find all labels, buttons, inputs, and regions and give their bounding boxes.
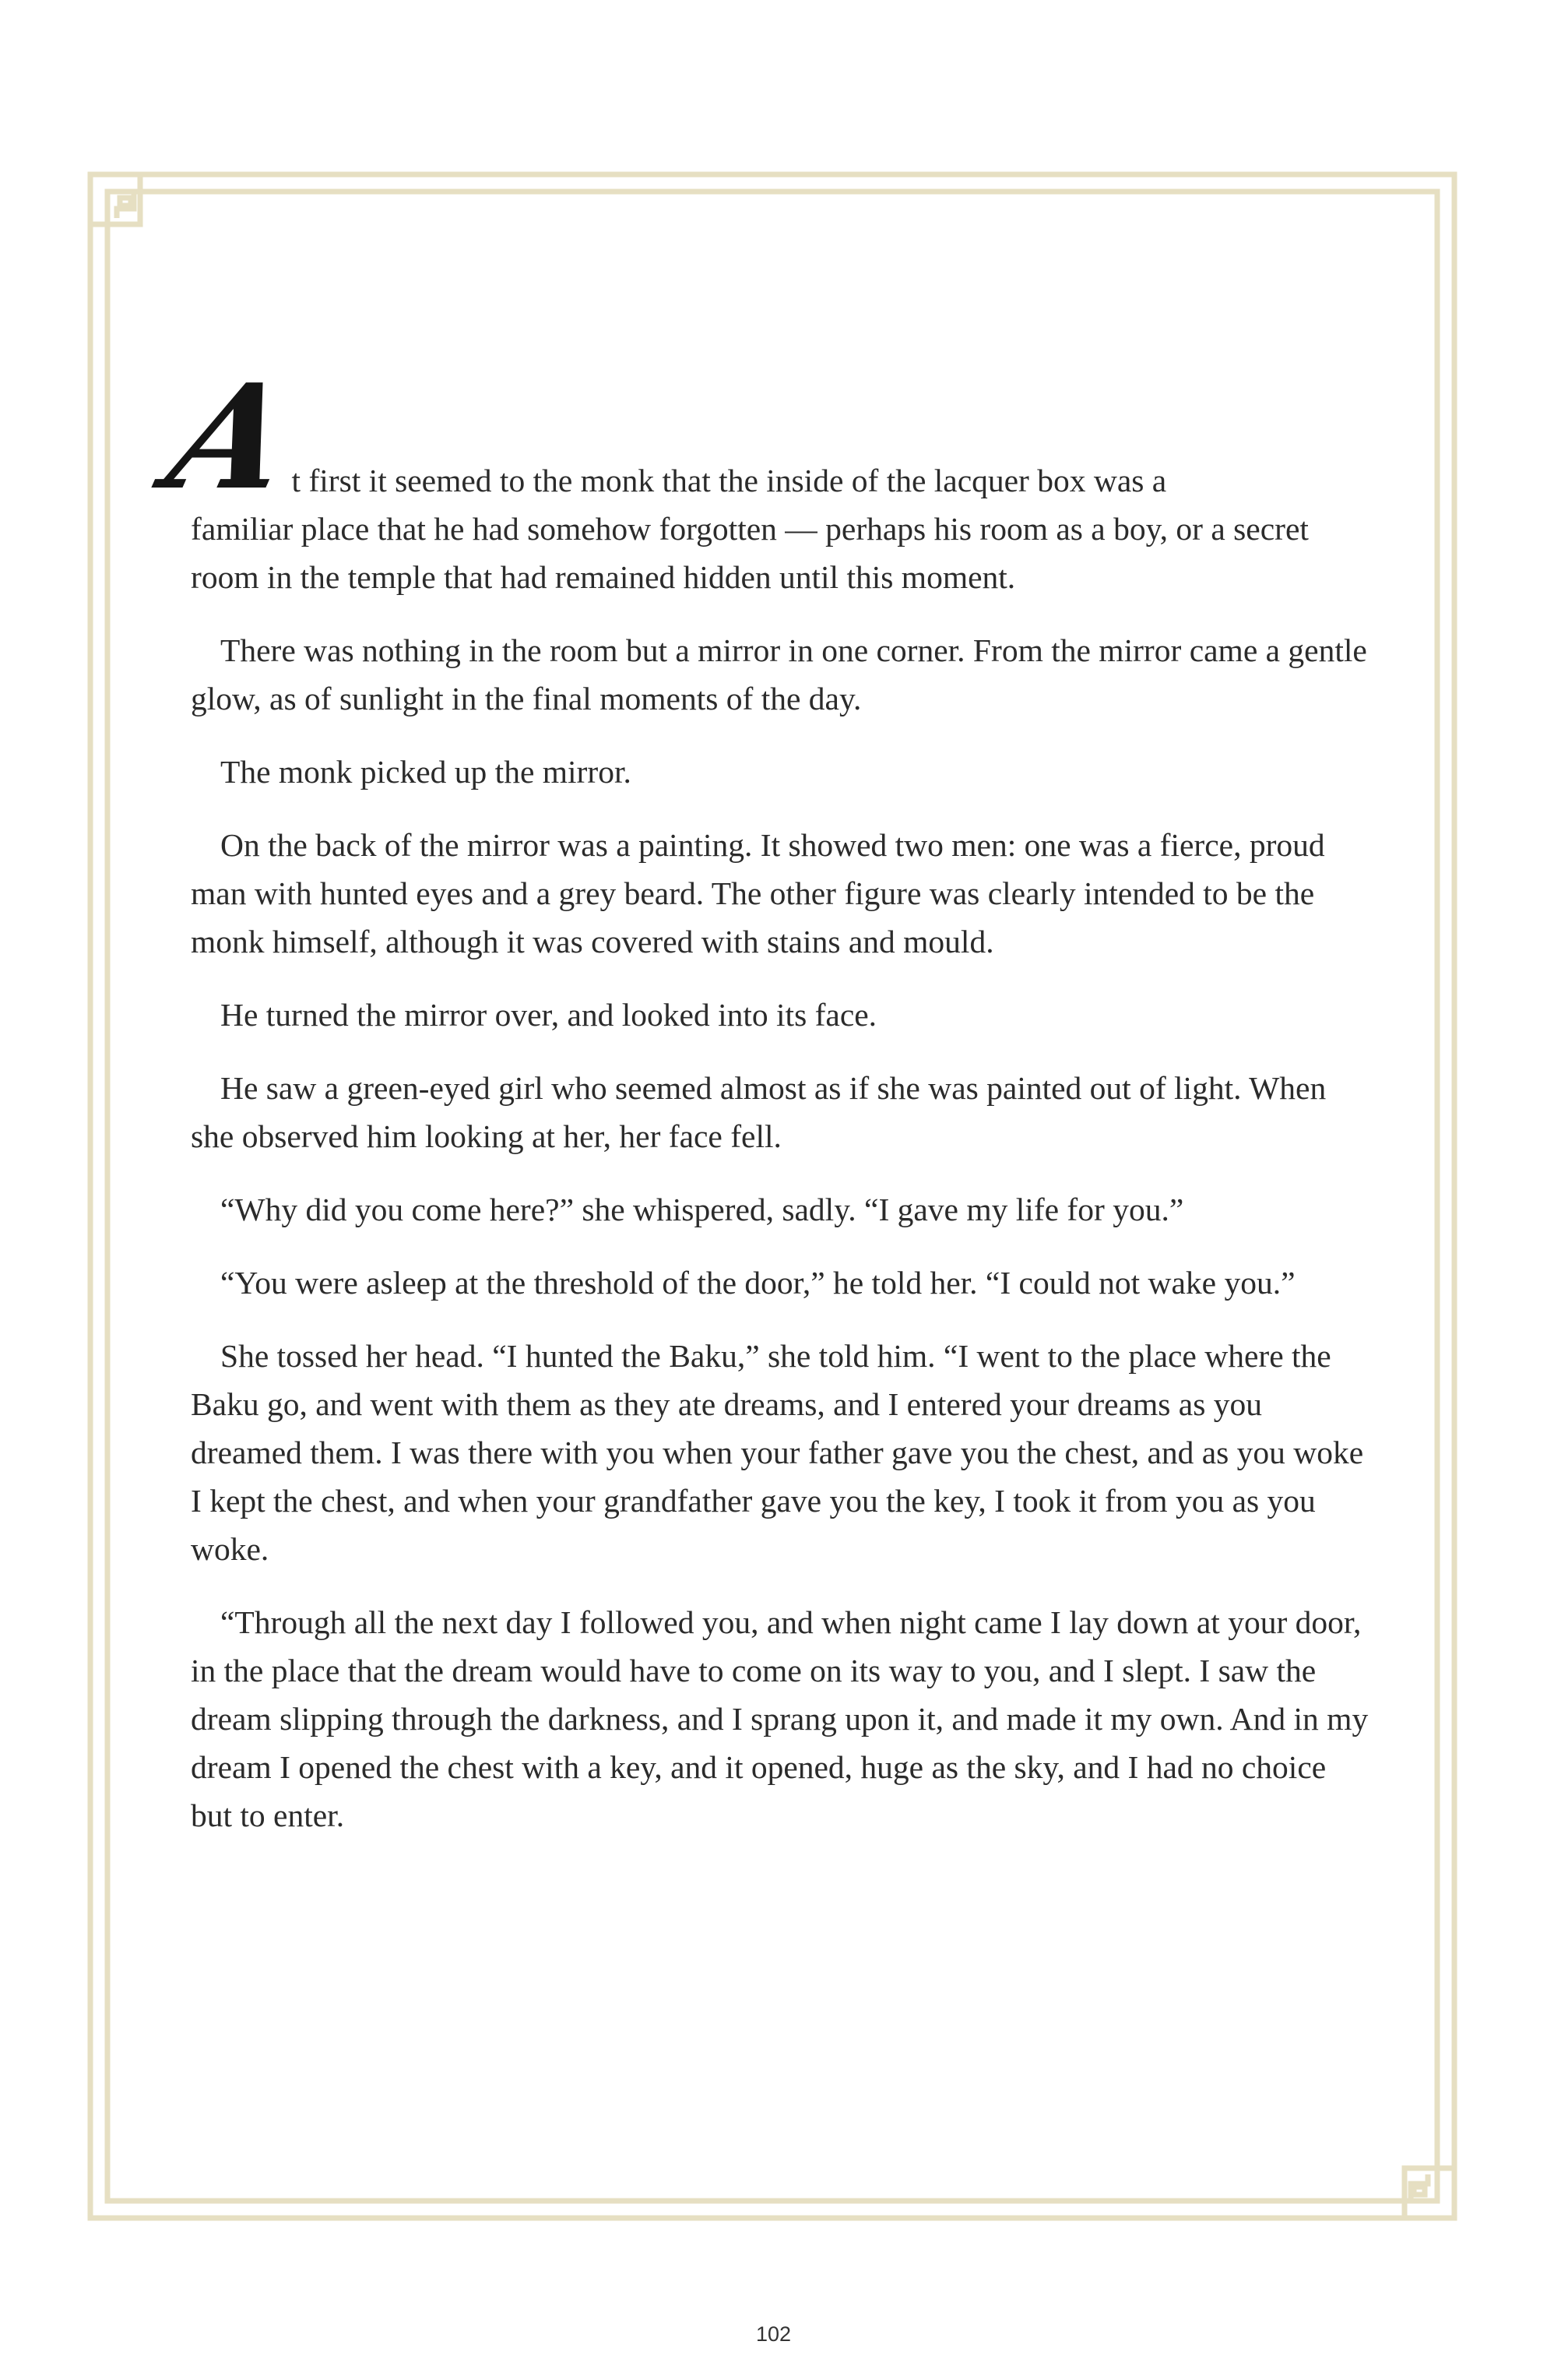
paragraph: He turned the mirror over, and looked into its face.: [220, 997, 877, 1033]
paragraph: The monk picked up the mirror.: [220, 754, 631, 790]
first-line: t first it seemed to the monk that the inside of the lacquer box was a: [291, 463, 1167, 498]
paragraph: He saw a green-eyed girl who seemed almost as if she was painted out of light. When she observed him looking at her, her face fell.: [191, 1070, 1327, 1154]
page-number: 102: [755, 2322, 792, 2346]
paragraph-continuation: familiar place that he had somehow forgotten — perhaps his room as a boy, or a secret room in the temple that had remained hidden until this moment.: [191, 511, 1309, 595]
paragraph: “You were asleep at the threshold of the door,” he told her. “I could not wake you.”: [220, 1265, 1296, 1301]
story-text: [153, 352, 1374, 1864]
drop-cap-letter: A: [153, 352, 308, 522]
paragraph: “Why did you come here?” she whispered, sadly. “I gave my life for you.”: [220, 1192, 1184, 1227]
paragraph: She tossed her head. “I hunted the Baku,” she told him. “I went to the place where the Baku go, and went with them as they ate dreams, and I entered your dreams as you dreamed them. I was there with you when your father gave you the chest, and as you woke I kept the chest, and when your grandfather gave you the key, I took it from you as you woke.: [191, 1338, 1364, 1567]
corner-ornament-top-left: [90, 174, 140, 224]
paragraph: [153, 352, 1374, 601]
paragraph: On the back of the mirror was a painting. It showed two men: one was a fierce, proud man with hunted eyes and a grey beard. The other figure was clearly intended to be the monk himself, although it was covered with stains and mould.: [191, 827, 1325, 959]
paragraph: “Through all the next day I followed you, and when night came I lay down at your door, in the place that the dream would have to come on its way to you, and I slept. I saw the dream slipping through the darkness, and I sprang upon it, and made it my own. And in my dream I opened the chest with a key, and it opened, huge as the sky, and I had no choice but to enter.: [191, 1604, 1369, 1833]
paragraph: There was nothing in the room but a mirror in one corner. From the mirror came a gentle glow, as of sunlight in the final moments of the day.: [191, 632, 1367, 716]
corner-ornament-bottom-right: [1405, 2168, 1454, 2218]
